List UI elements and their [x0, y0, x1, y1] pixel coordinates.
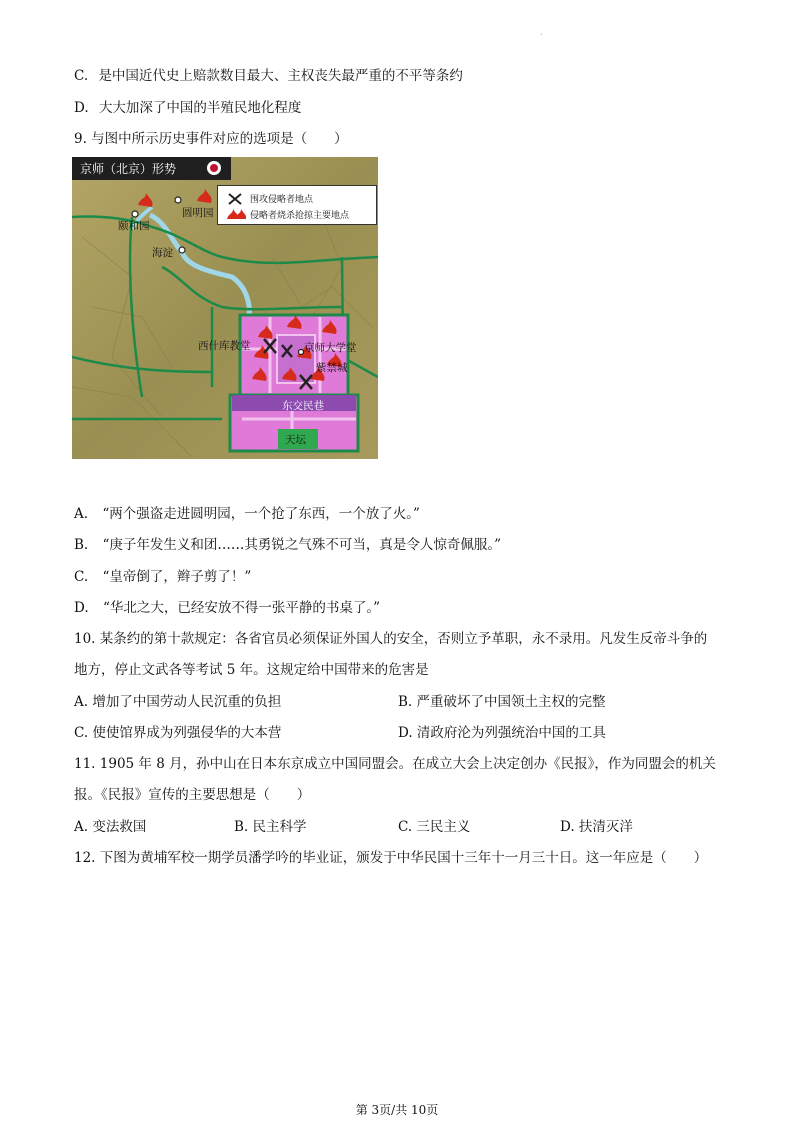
map-badge-icon [207, 161, 221, 175]
fire-icon [226, 208, 246, 220]
q10-options-row1 [74, 693, 724, 711]
q12-stem: 12. 下图为黄埔军校一期学员潘学吟的毕业证，颁发于中华民国十三年十一月三十日。这一年应是（ ） [74, 850, 708, 866]
option-letter: C. [74, 569, 89, 585]
option-text: “皇帝倒了，辫子剪了！” [102, 569, 252, 585]
option-text: “两个强盗走进圆明园，一个抢了东西，一个放了火。” [102, 506, 420, 522]
q11-option-a: A. 变法救国 [74, 819, 147, 835]
q11-option-c: C. 三民主义 [398, 819, 471, 835]
option-letter: D. [74, 100, 89, 116]
label-tiantan: 天坛 [285, 434, 306, 446]
option-text: “华北之大，已经安放不得一张平静的书桌了。” [102, 600, 380, 616]
q9-option-c [74, 568, 251, 586]
option-letter: C. [74, 68, 89, 84]
map-legend [217, 185, 377, 225]
label-yuanmingyuan: 圆明园 [182, 207, 214, 219]
option-text: 是中国近代史上赔款数目最大、主权丧失最严重的不平等条约 [98, 68, 463, 84]
page-dot: · [540, 30, 543, 39]
q11-stem-line1: 11. 1905 年 8 月，孙中山在日本东京成立中国同盟会。在成立大会上决定创办《民报》，作为同盟会的机关 [74, 756, 716, 772]
q10-stem-line1: 10. 某条约的第十款规定：各省官员必须保证外国人的安全，否则立予革职，永不录用。凡发生反帝斗争的 [74, 631, 708, 647]
q11-option-b: B. 民主科学 [234, 819, 307, 835]
q9-option-a [74, 505, 420, 523]
q11-options-row [74, 818, 724, 836]
q10-option-b: B. 严重破坏了中国领土主权的完整 [398, 694, 606, 710]
map-title-bar [72, 157, 231, 180]
option-letter: D. [74, 600, 89, 616]
q11-stem-line2: 报。《民报》宣传的主要思想是（ ） [74, 787, 311, 803]
label-jingshi: 京师大学堂 [304, 342, 357, 354]
q10-option-a: A. 增加了中国劳动人民沉重的负担 [74, 694, 282, 710]
legend-burn-label: 侵略者烧杀抢掠主要地点 [250, 211, 350, 221]
option-text: 大大加深了中国的半殖民地化程度 [98, 100, 302, 116]
beijing-situation-map [72, 157, 378, 459]
q8-option-c [74, 67, 463, 85]
crossed-swords-icon [228, 193, 242, 205]
label-haidian: 海淀 [152, 247, 173, 259]
q10-option-c: C. 使使馆界成为列强侵华的大本营 [74, 725, 282, 741]
q11-option-d: D. 扶清灭洋 [560, 819, 633, 835]
option-letter: A. [74, 506, 89, 522]
q10-option-d: D. 清政府沦为列强统治中国的工具 [398, 725, 606, 741]
legend-attack-label: 围攻侵略者地点 [250, 195, 314, 205]
map-title: 京师（北京）形势 [80, 162, 177, 176]
q10-stem-line2: 地方，停止文武各等考试 5 年。这规定给中国带来的危害是 [74, 662, 429, 678]
label-yiheyuan: 颐和园 [118, 220, 150, 232]
option-text: “庚子年发生义和团……其勇锐之气殊不可当，真是令人惊奇佩服。” [102, 537, 502, 553]
q10-options-row2 [74, 724, 724, 742]
q9-option-d [74, 599, 380, 617]
page-number: 第 3页/共 10页 [355, 1103, 439, 1117]
q9-option-b [74, 536, 501, 554]
label-zijincheng: 紫禁城 [316, 362, 348, 374]
q8-option-d [74, 99, 301, 117]
label-xishiku: 西什库教堂 [198, 340, 251, 352]
q9-stem: 9. 与图中所示历史事件对应的选项是（ ） [74, 131, 348, 147]
label-dongjiaominxiang: 东交民巷 [282, 400, 324, 412]
option-letter: B. [74, 537, 89, 553]
